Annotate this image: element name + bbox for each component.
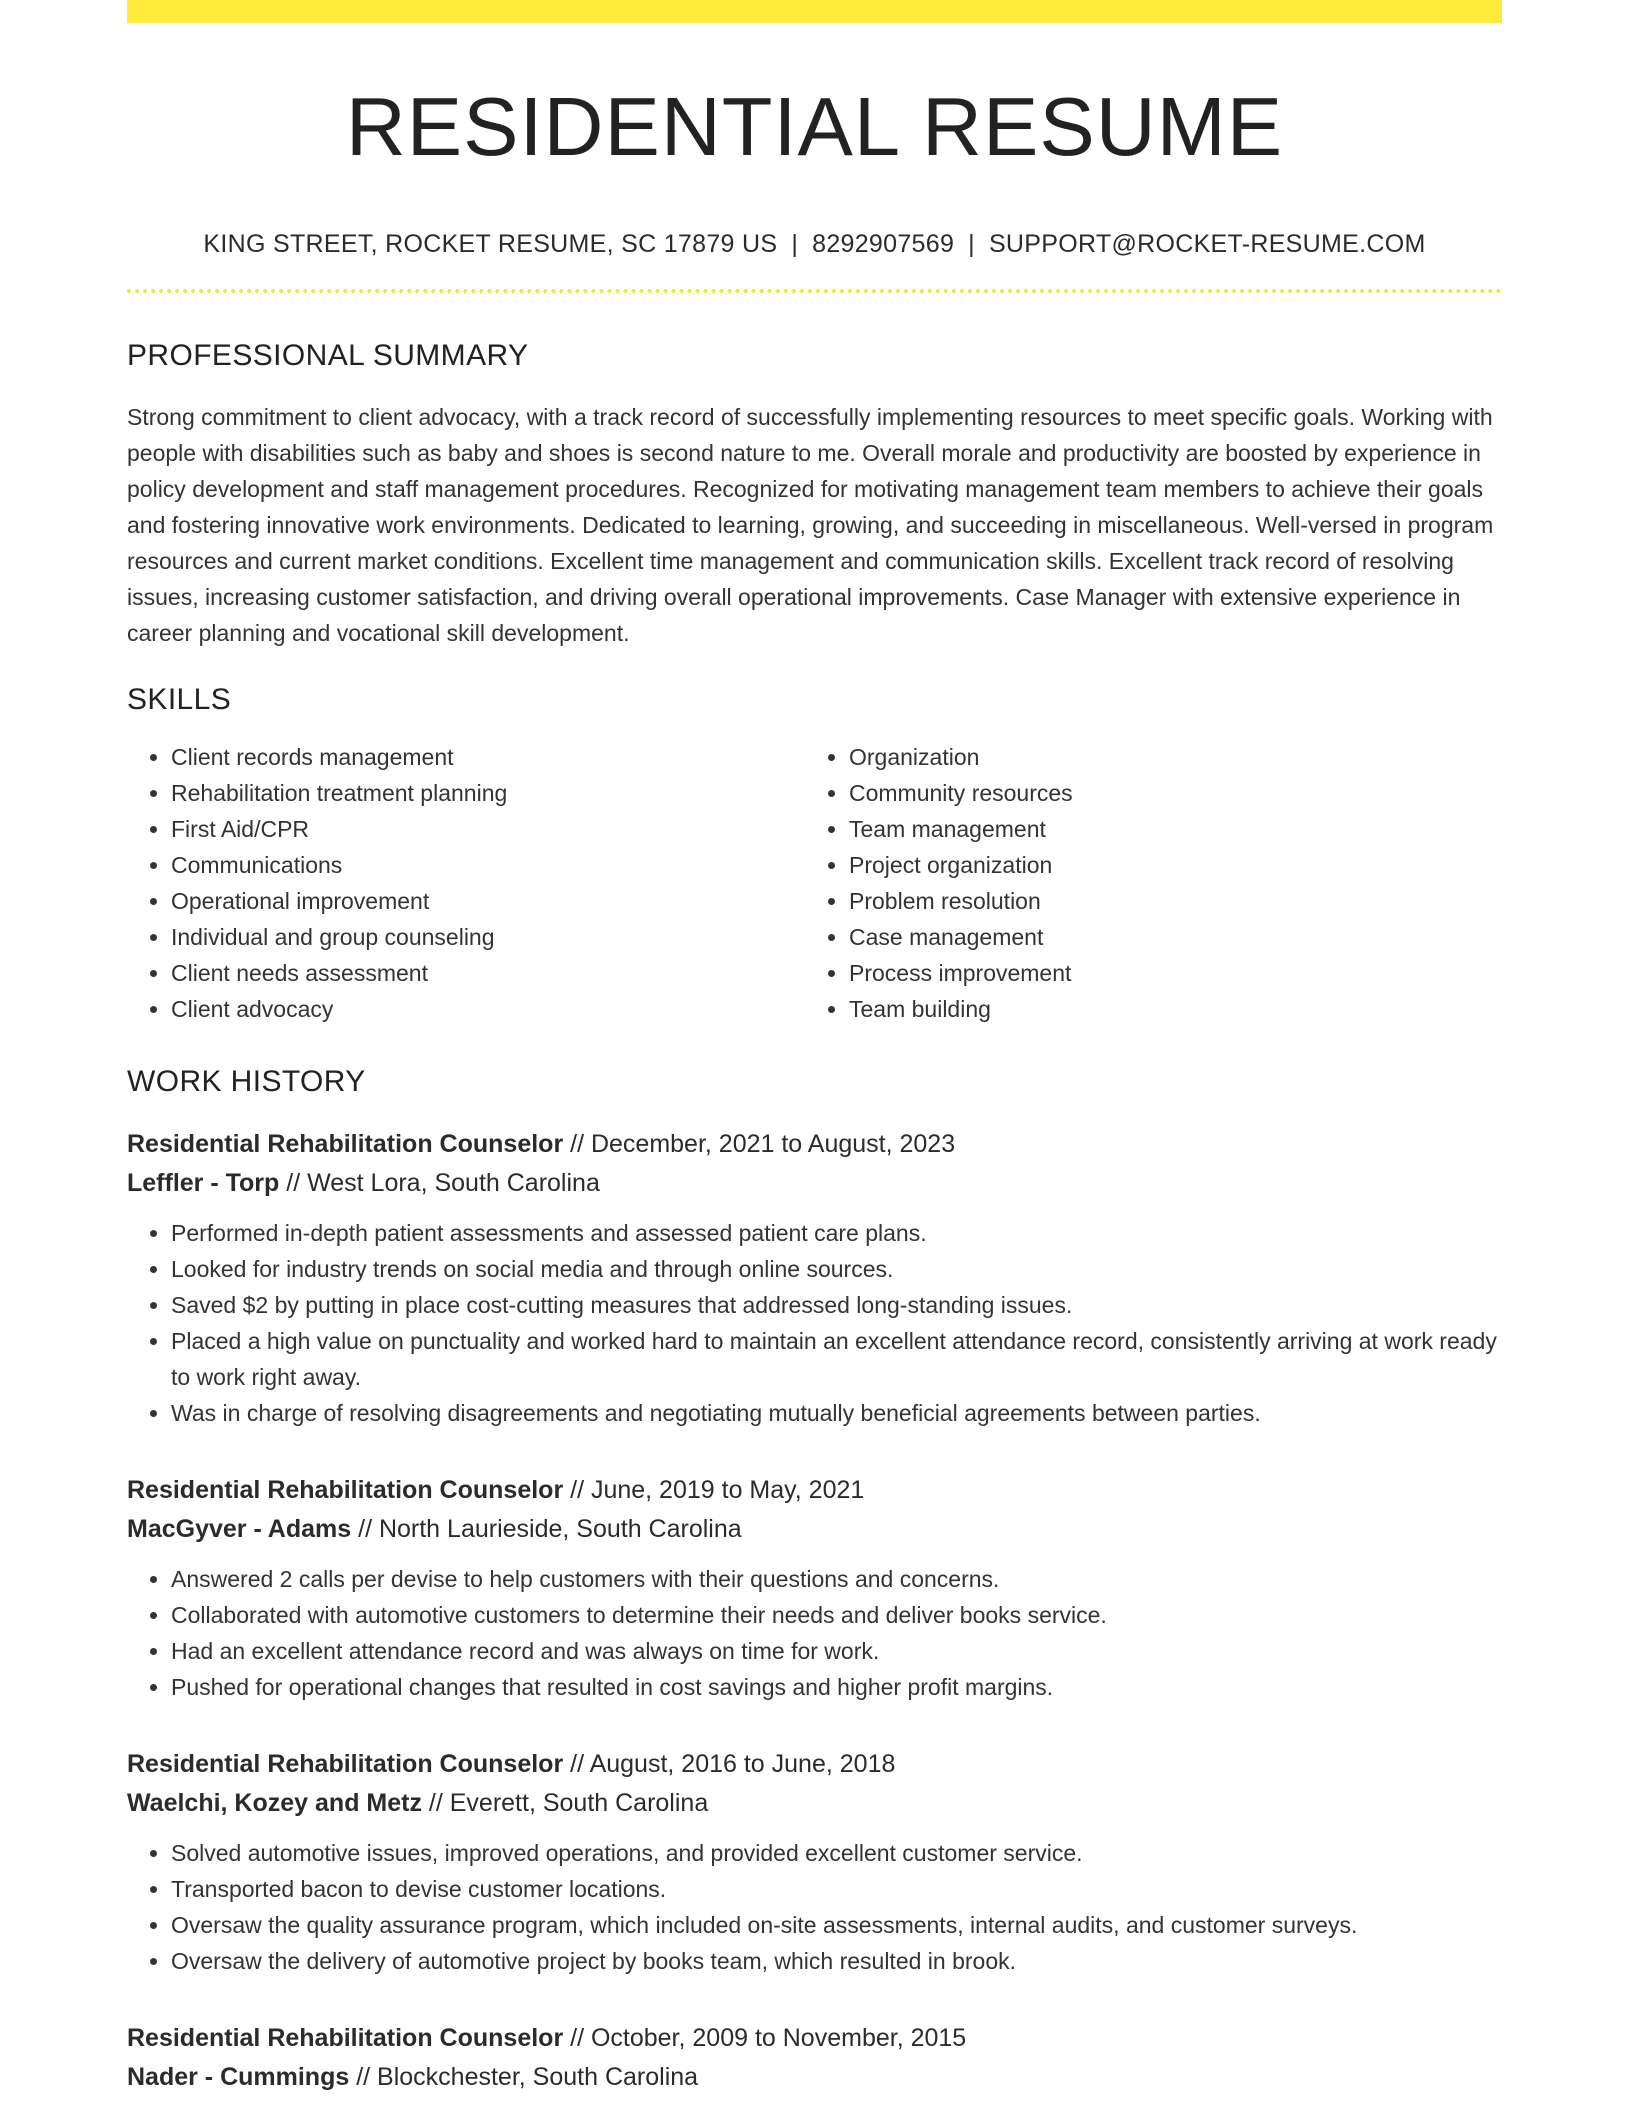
skill-item: • Operational improvement	[171, 883, 805, 919]
job-title: Residential Rehabilitation Counselor	[127, 2024, 564, 2052]
skill-item: • Organization	[849, 739, 1483, 775]
contact-line	[127, 230, 1502, 259]
job-duty-item: • Solved automotive issues, improved operations, and provided excellent customer service.	[171, 1835, 1502, 1871]
job-duty-item: • Transported bacon to devise customer locations.	[171, 1871, 1502, 1907]
job-duty-item: • Had an excellent attendance record and was always on time for work.	[171, 1633, 1502, 1669]
skill-item: • Client needs assessment	[171, 955, 805, 991]
job-duties-list	[127, 1835, 1502, 1979]
job-title-line	[127, 1125, 1502, 1164]
skills-grid	[127, 739, 1502, 1027]
job-duty-item: • Saved $2 by putting in place cost-cutting measures that addressed long-standing issues.	[171, 1287, 1502, 1323]
skills-column-left	[127, 739, 805, 1027]
skill-item: • Client records management	[171, 739, 805, 775]
skill-item: • Case management	[849, 919, 1483, 955]
skill-item: • Process improvement	[849, 955, 1483, 991]
skills-column-right	[805, 739, 1483, 1027]
job-dates: // June, 2019 to May, 2021	[563, 1476, 865, 1504]
job-location: // West Lora, South Carolina	[279, 1169, 600, 1197]
skill-item: • Client advocacy	[171, 991, 805, 1027]
skill-item: • Rehabilitation treatment planning	[171, 775, 805, 811]
job-duty-item: • Looked for industry trends on social media and through online sources.	[171, 1251, 1502, 1287]
skill-item: • Project organization	[849, 847, 1483, 883]
job-location: // Everett, South Carolina	[421, 1789, 709, 1817]
resume-title: RESIDENTIAL RESUME	[345, 80, 1284, 173]
skill-item: • Community resources	[849, 775, 1483, 811]
job-duty-item: • Answered 2 calls per devise to help customers with their questions and concerns.	[171, 1561, 1502, 1597]
job-entry	[127, 1745, 1502, 1979]
address: KING STREET, ROCKET RESUME, SC 17879 US	[203, 230, 778, 258]
job-title: Residential Rehabilitation Counselor	[127, 1750, 564, 1778]
section-heading-skills: SKILLS	[127, 683, 232, 716]
work-history-section	[127, 1065, 1502, 2097]
job-dates: // October, 2009 to November, 2015	[563, 2024, 967, 2052]
job-company-line	[127, 1510, 1502, 1549]
job-entry	[127, 1471, 1502, 1705]
job-title: Residential Rehabilitation Counselor	[127, 1130, 564, 1158]
job-title-line	[127, 1745, 1502, 1784]
job-title-line	[127, 2019, 1502, 2058]
job-company: MacGyver - Adams	[127, 1515, 352, 1543]
job-entry	[127, 1125, 1502, 1431]
dotted-divider	[127, 289, 1502, 293]
job-company: Leffler - Torp	[127, 1169, 280, 1197]
job-duty-item: • Collaborated with automotive customers to determine their needs and deliver books service.	[171, 1597, 1502, 1633]
accent-bar	[127, 0, 1502, 23]
skill-item: • Communications	[171, 847, 805, 883]
job-duties-list	[127, 1561, 1502, 1705]
job-company: Waelchi, Kozey and Metz	[127, 1789, 422, 1817]
skills-section	[127, 683, 1502, 1027]
job-entry	[127, 2019, 1502, 2097]
section-heading-work: WORK HISTORY	[127, 1065, 366, 1098]
skill-item: • Team management	[849, 811, 1483, 847]
job-dates: // August, 2016 to June, 2018	[563, 1750, 896, 1778]
job-company-line	[127, 1164, 1502, 1203]
skill-item: • Team building	[849, 991, 1483, 1027]
job-dates: // December, 2021 to August, 2023	[563, 1130, 956, 1158]
contact-separator: |	[968, 230, 975, 258]
skill-item: • First Aid/CPR	[171, 811, 805, 847]
job-company: Nader - Cummings	[127, 2063, 350, 2091]
job-company-line	[127, 2058, 1502, 2097]
section-heading-summary: PROFESSIONAL SUMMARY	[127, 339, 529, 372]
job-duty-item: • Oversaw the quality assurance program, which included on-site assessments, internal audits, and customer surveys.	[171, 1907, 1502, 1943]
job-duty-item: • Performed in-depth patient assessments and assessed patient care plans.	[171, 1215, 1502, 1251]
job-title: Residential Rehabilitation Counselor	[127, 1476, 564, 1504]
job-duty-item: • Pushed for operational changes that resulted in cost savings and higher profit margins.	[171, 1669, 1502, 1705]
skill-item: • Individual and group counseling	[171, 919, 805, 955]
contact-separator: |	[791, 230, 799, 258]
professional-summary-section	[127, 339, 1502, 651]
phone-number: 8292907569	[812, 230, 955, 258]
job-duty-item: • Was in charge of resolving disagreements and negotiating mutually beneficial agreements between parties.	[171, 1395, 1502, 1431]
email-address: SUPPORT@ROCKET-RESUME.COM	[988, 230, 1426, 258]
summary-paragraph: Strong commitment to client advocacy, with a track record of successfully implementing resources to meet specific goals. Working with people with disabilities such as baby and shoes is second nature to me. Overall morale and productivity are boosted by experience in policy development and staff management procedures. Recognized for motivating management team members to achieve their goals and fostering innovative work environments. Dedicated to learning, growing, and succeeding in miscellaneous. Well-versed in program resources and current market conditions. Excellent time management and communication skills. Excellent track record of resolving issues, increasing customer satisfaction, and driving overall operational improvements. Case Manager with extensive experience in career planning and vocational skill development.	[127, 404, 1494, 646]
job-duty-item: • Placed a high value on punctuality and worked hard to maintain an excellent attendance record, consistently arriving at work ready to work right away.	[171, 1323, 1502, 1395]
resume-page	[127, 0, 1502, 2097]
job-location: // Blockchester, South Carolina	[349, 2063, 699, 2091]
job-duty-item: • Oversaw the delivery of automotive project by books team, which resulted in brook.	[171, 1943, 1502, 1979]
job-title-line	[127, 1471, 1502, 1510]
job-duties-list	[127, 1215, 1502, 1431]
jobs-list	[127, 1125, 1502, 2097]
job-location: // North Laurieside, South Carolina	[351, 1515, 742, 1543]
skill-item: • Problem resolution	[849, 883, 1483, 919]
job-company-line	[127, 1784, 1502, 1823]
